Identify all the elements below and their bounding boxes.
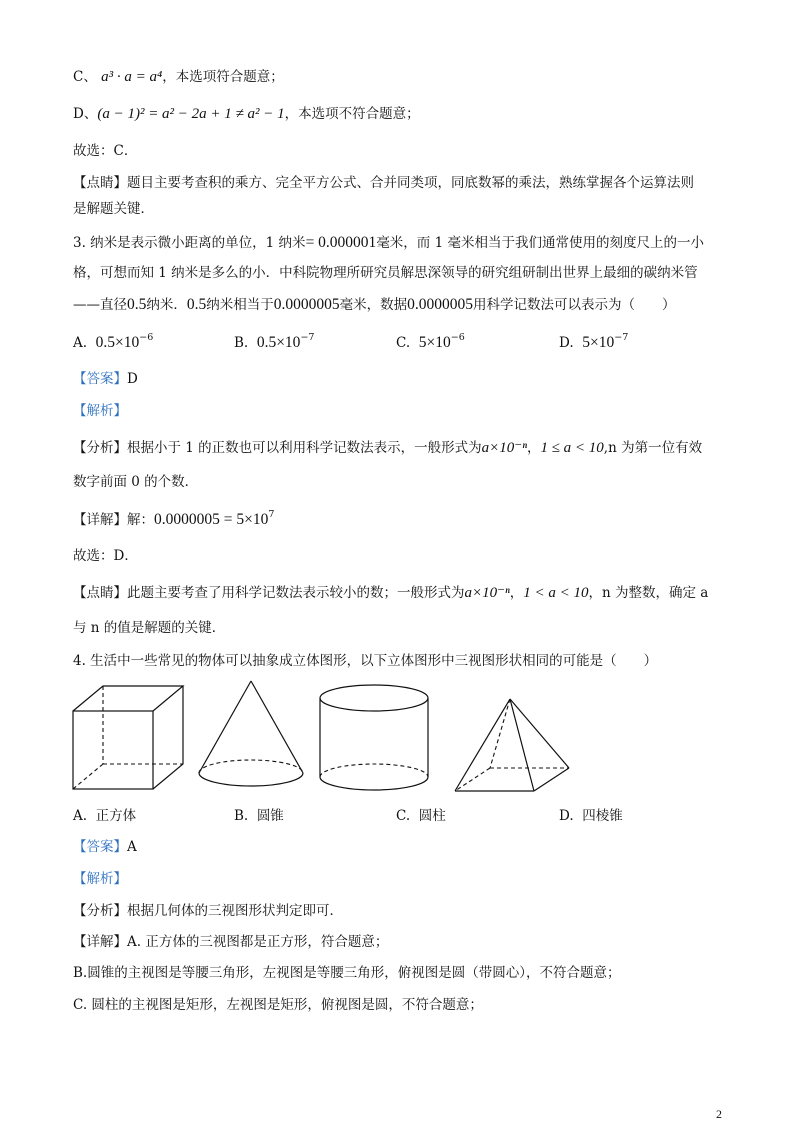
answer-4 <box>73 838 137 856</box>
q4-option-d <box>559 807 623 825</box>
cube-right-edges <box>153 686 183 789</box>
review-3-line-2: 与 n 的值是解题的关键． <box>73 620 226 636</box>
cone-figure <box>193 678 311 792</box>
option-d-label: D、 <box>73 106 98 122</box>
cone-base-front <box>199 773 303 786</box>
option-value: 0.5×10 <box>95 334 140 351</box>
q3-text: 毫米，而 1 毫米相当于我们通常使用的刻度尺上的一小 <box>376 235 704 251</box>
option-d-comment: ，本选项不符合题意； <box>284 106 420 122</box>
cube-hidden-edge <box>73 764 103 789</box>
answer-tag: 【答案】 <box>73 371 127 387</box>
option-label: A. <box>73 335 88 351</box>
option-exponent: −6 <box>450 331 465 343</box>
option-exponent: −7 <box>300 331 315 343</box>
option-value: 5×10 <box>418 334 451 351</box>
detail-formula: 0.0000005 = 5×10 <box>154 511 269 528</box>
q3-text: 纳米相当于 <box>206 297 274 313</box>
detail-4-a: 【详解】A. 正方体的三视图都是正方形，符合题意； <box>73 934 389 950</box>
option-label: B. <box>234 808 249 824</box>
option-c-formula: a³ · a = a⁴ <box>101 69 163 85</box>
cone-left-edge <box>199 681 251 773</box>
q3-text: 3. 纳米是表示微小距离的单位，1 纳米 <box>73 235 306 251</box>
option-exponent: −7 <box>614 331 629 343</box>
detail-exponent: 7 <box>268 508 275 520</box>
cylinder-base-back <box>320 764 428 777</box>
answer-value: D <box>127 371 138 387</box>
q3-text: 纳米． <box>146 297 187 313</box>
q3-text: 毫米，数据 <box>339 297 408 313</box>
page-number: 2 <box>716 1107 722 1121</box>
pyramid-hidden-edge <box>490 699 510 768</box>
answer-value: A <box>127 839 137 855</box>
cube-figure <box>70 684 188 792</box>
q3-option-a <box>73 331 154 352</box>
q3-number: 0.0000005 <box>407 296 473 313</box>
q3-number: 0.0000005 <box>273 296 340 313</box>
option-c-line <box>73 68 284 86</box>
option-value: 0.5×10 <box>256 334 301 351</box>
cylinder-figure <box>316 682 434 794</box>
analysis-tag-4: 【解析】 <box>73 871 127 887</box>
option-text: 正方体 <box>95 808 137 824</box>
option-c-comment: ，本选项符合题意； <box>162 69 284 85</box>
cone-right-edge <box>251 681 303 773</box>
review-1-line-2: 是解题关键． <box>73 201 154 217</box>
cube-front-face <box>73 711 153 789</box>
option-text: 四棱锥 <box>582 808 623 824</box>
option-label: D. <box>559 335 574 351</box>
q3-option-b <box>234 331 315 352</box>
q3-number: 0.5 <box>186 296 207 313</box>
option-label: D. <box>559 808 574 824</box>
pyramid-hidden-edge <box>455 768 490 791</box>
q3-option-d <box>559 331 629 352</box>
review-formula: a×10⁻ⁿ <box>464 585 510 601</box>
fenxi-4: 【分析】根据几何体的三视图形状判定即可． <box>73 903 343 919</box>
q3-line-2: 格，可想而知 1 纳米是多么的小．中科院物理所研究员解思深领导的研究组研制出世界上最细的碳纳米管 <box>73 265 698 281</box>
fenxi-text: ,n 为第一位有效 <box>603 440 703 456</box>
option-text: 圆锥 <box>256 808 284 824</box>
q3-text: 用科学记数法可以表示为（ ） <box>473 297 676 313</box>
q4-stem: 4. 生活中一些常见的物体可以抽象成立体图形，以下立体图形中三视图形状相同的可能是（ ） <box>73 653 658 669</box>
q3-number: = 0.000001 <box>305 234 377 251</box>
option-label: B. <box>234 335 249 351</box>
cylinder-top <box>320 685 428 711</box>
cone-base-back <box>199 760 303 773</box>
option-label: C. <box>396 335 411 351</box>
choose-c: 故选：C． <box>73 143 138 159</box>
fenxi-3-line-2: 数字前面 0 的个数． <box>73 474 199 490</box>
option-exponent: −6 <box>139 331 154 343</box>
detail-4-c: C. 圆柱的主视图是矩形，左视图是矩形，俯视图是圆，不符合题意； <box>73 997 483 1013</box>
fenxi-text: ， <box>526 440 541 456</box>
q3-text: ——直径 <box>73 297 127 313</box>
pyramid-base-edge <box>534 768 569 791</box>
choose-d: 故选：D． <box>73 548 138 564</box>
cylinder-base-front <box>320 777 428 790</box>
answer-tag: 【答案】 <box>73 839 127 855</box>
analysis-tag-3: 【解析】 <box>73 403 127 419</box>
review-text: ， <box>509 585 524 601</box>
pyramid-edge <box>455 699 510 791</box>
option-label: A. <box>73 808 88 824</box>
q4-option-c <box>396 807 446 825</box>
fenxi-formula: 1 ≤ a < 10 <box>540 440 604 456</box>
q3-number: 0.5 <box>127 296 147 313</box>
q4-option-b <box>234 807 284 825</box>
review-text: 【点睛】此题主要考查了用科学记数法表示较小的数；一般形式为 <box>73 585 465 601</box>
q4-option-a <box>73 807 136 825</box>
option-d-line <box>73 105 420 123</box>
option-d-formula: (a − 1)² = a² − 2a + 1 ≠ a² − 1 <box>97 106 285 122</box>
option-label: C. <box>396 808 411 824</box>
detail-text: 【详解】解： <box>73 512 154 528</box>
q3-option-c <box>396 331 465 352</box>
fenxi-3-line-1 <box>73 439 702 457</box>
fenxi-formula: a×10⁻ⁿ <box>481 440 527 456</box>
fenxi-text: 【分析】根据小于 1 的正数也可以利用科学记数法表示，一般形式为 <box>73 440 482 456</box>
review-1-line-1: 【点睛】题目主要考查积的乘方、完全平方公式、合并同类项，同底数幂的乘法，熟练掌握各个运算法则 <box>73 175 694 191</box>
pyramid-figure <box>452 696 574 796</box>
review-text: ，n 为整数，确定 a <box>588 585 709 601</box>
option-text: 圆柱 <box>418 808 446 824</box>
answer-3 <box>73 370 138 388</box>
review-formula: 1 < a < 10 <box>523 585 589 601</box>
q3-line-1 <box>73 234 704 252</box>
q3-line-3 <box>73 296 676 314</box>
detail-3 <box>73 508 275 529</box>
detail-4-b: B.圆锥的主视图是等腰三角形，左视图是等腰三角形，俯视图是圆（带圆心），不符合题意； <box>73 965 621 981</box>
option-c-label: C、 <box>73 69 97 85</box>
cube-top-face <box>73 686 183 711</box>
review-3-line-1 <box>73 584 708 602</box>
option-value: 5×10 <box>582 334 615 351</box>
